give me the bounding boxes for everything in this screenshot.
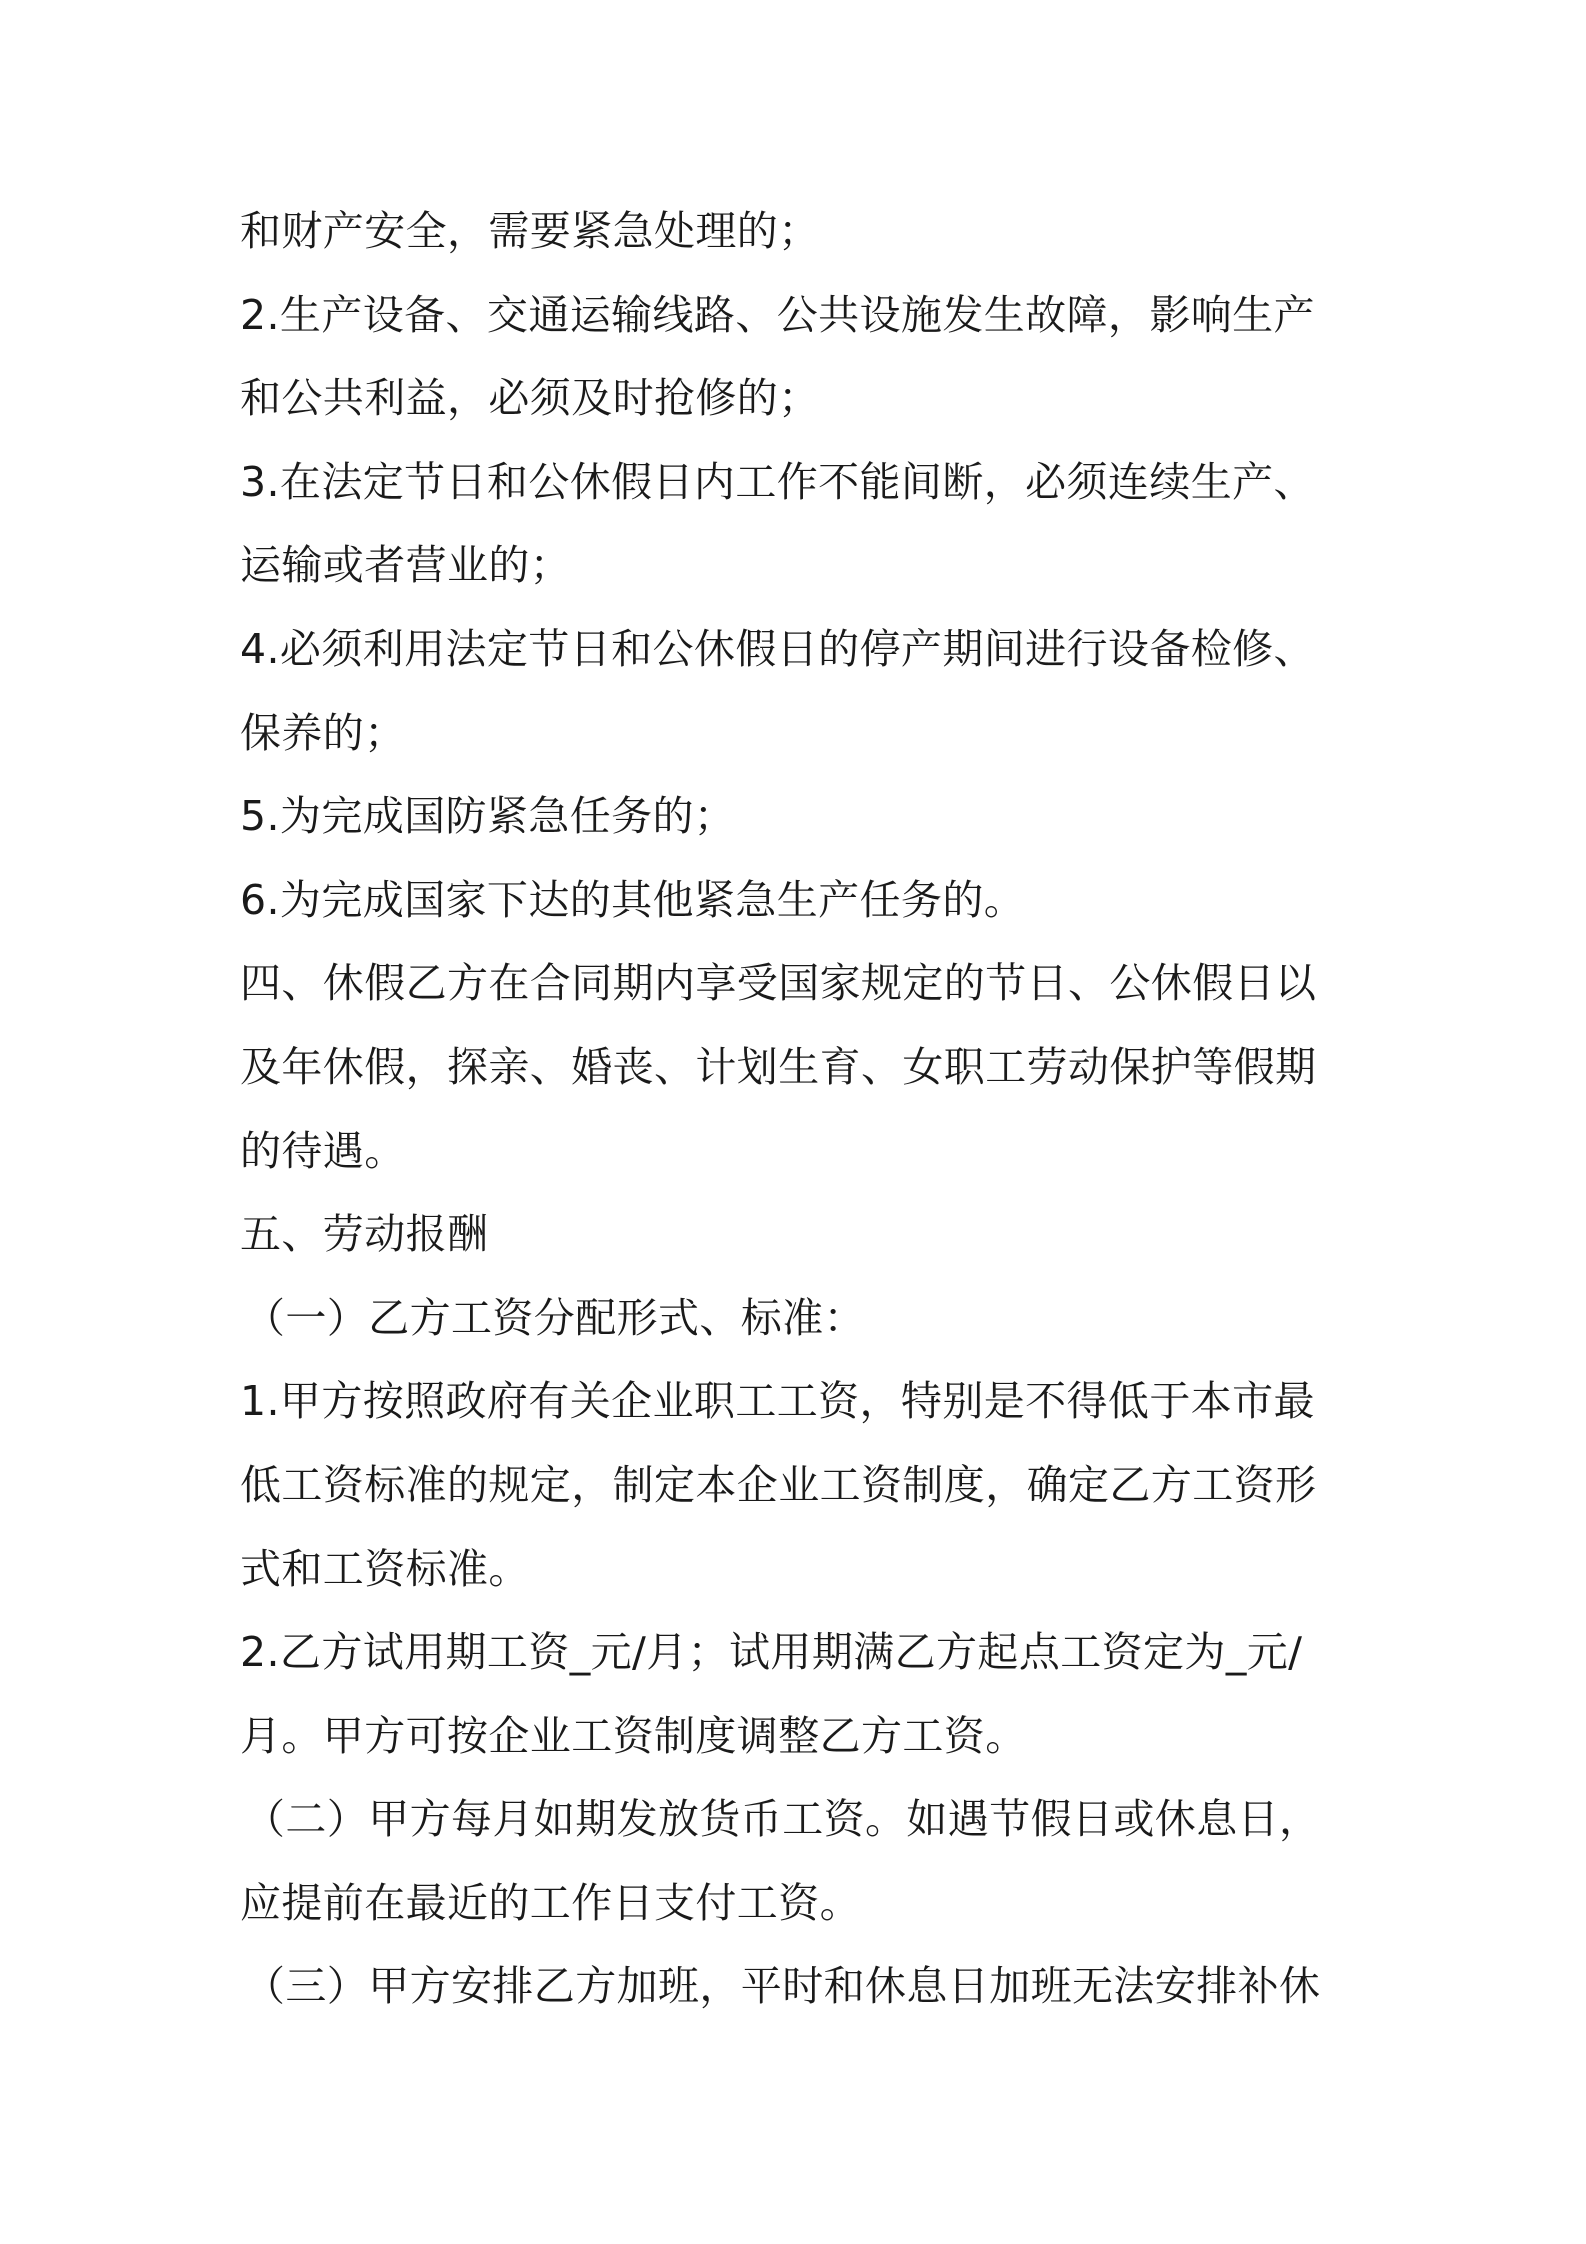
text-line: 2.乙方试用期工资_元/月；试用期满乙方起点工资定为_元/ bbox=[240, 1628, 1303, 1677]
text-line: 运输或者营业的； bbox=[240, 541, 572, 590]
text-line: 的待遇。 bbox=[240, 1126, 406, 1175]
text-line: 4.必须利用法定节日和公休假日的停产期间进行设备检修、 bbox=[240, 624, 1315, 673]
subsection-heading: （三）甲方安排乙方加班，平时和休息日加班无法安排补休 bbox=[244, 1962, 1321, 2011]
text-line: 保养的； bbox=[240, 708, 406, 757]
text-line: 及年休假，探亲、婚丧、计划生育、女职工劳动保护等假期 bbox=[240, 1042, 1317, 1091]
text-line: 应提前在最近的工作日支付工资。 bbox=[240, 1878, 861, 1927]
text-line: 1.甲方按照政府有关企业职工工资，特别是不得低于本市最 bbox=[240, 1377, 1315, 1426]
text-line: 6.为完成国家下达的其他紧急生产任务的。 bbox=[240, 875, 1026, 924]
text-line: 月。甲方可按企业工资制度调整乙方工资。 bbox=[240, 1711, 1027, 1760]
subsection-heading: （二）甲方每月如期发放货币工资。如遇节假日或休息日， bbox=[244, 1795, 1321, 1844]
text-line: 2.生产设备、交通运输线路、公共设施发生故障，影响生产 bbox=[240, 290, 1315, 339]
section-heading-vacation: 四、休假乙方在合同期内享受国家规定的节日、公休假日以 bbox=[240, 959, 1317, 1008]
section-heading-remuneration: 五、劳动报酬 bbox=[240, 1210, 489, 1259]
text-line: 低工资标准的规定，制定本企业工资制度，确定乙方工资形 bbox=[240, 1460, 1317, 1509]
text-line: 式和工资标准。 bbox=[240, 1544, 530, 1593]
text-line: 5.为完成国防紧急任务的； bbox=[240, 792, 736, 841]
subsection-heading: （一）乙方工资分配形式、标准： bbox=[244, 1293, 865, 1342]
text-line: 3.在法定节日和公休假日内工作不能间断，必须连续生产、 bbox=[240, 457, 1315, 506]
text-line: 和公共利益，必须及时抢修的； bbox=[240, 374, 820, 423]
document-body bbox=[240, 190, 1350, 2029]
text-line: 和财产安全，需要紧急处理的； bbox=[240, 207, 820, 255]
